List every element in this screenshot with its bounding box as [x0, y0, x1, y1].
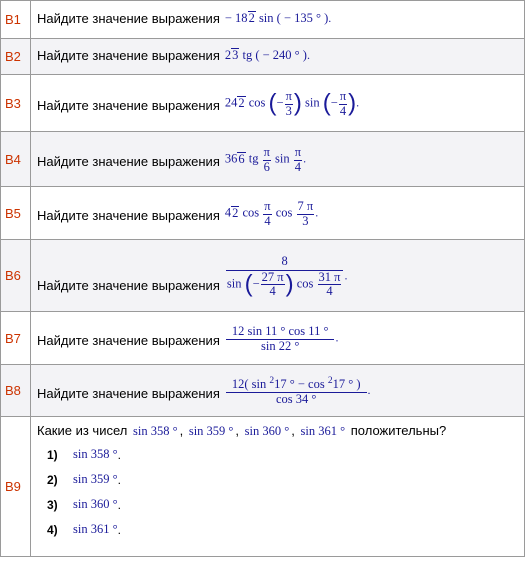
- sqrt: 6: [238, 151, 245, 166]
- problem-code: B8: [1, 365, 31, 417]
- prompt-text: Найдите значение выражения: [37, 153, 220, 169]
- expression: 8 sin (− $\frac{27 \pi}{4}$ ) cos $\frac{31 \pi}{4}$ .: [226, 253, 348, 299]
- prompt-text: Найдите значение выражения: [37, 385, 220, 401]
- problem-code: B1: [1, 1, 31, 39]
- prompt-text: Найдите значение выражения: [37, 10, 220, 26]
- prompt-text: Найдите значение выражения: [37, 278, 220, 294]
- problem-row: [1, 365, 525, 417]
- problem-code: B4: [1, 132, 31, 187]
- expression: $\frac{12 \sin 11 ^\circ \cos 11 ^\circ}{\sin 22 ^\circ}$ .: [225, 325, 339, 352]
- expression: 366 tg $\frac{\pi}{6}$ sin $\frac{\pi}{4}$ .: [224, 145, 307, 174]
- fraction: $\frac{27 \pi}{4}$: [261, 269, 284, 299]
- problem-code: B2: [1, 39, 31, 75]
- expression: 242 cos (− $\frac{\pi}{3}$ ) sin (− $\frac{\pi}{4}$ ).: [224, 89, 360, 118]
- problem-code: B9: [1, 417, 31, 557]
- problem-code: B7: [1, 312, 31, 365]
- prompt-text: Найдите значение выражения: [37, 207, 220, 223]
- fraction: $\frac{12 \sin 11 ^\circ \cos 11 ^\circ}{\sin 22 ^\circ}$: [226, 325, 335, 352]
- fraction: $\frac{\pi}{4}$: [339, 89, 347, 118]
- sqrt: 2: [248, 10, 255, 25]
- sqrt: 2: [238, 95, 245, 110]
- answer-option-1[interactable]: 1) sin 358 ° .: [47, 447, 121, 462]
- answer-option-2[interactable]: 2) sin 359 ° .: [47, 472, 121, 487]
- problem-code: B6: [1, 240, 31, 312]
- fraction: $\frac{\pi}{6}$: [263, 145, 270, 174]
- problem-row: [1, 75, 525, 132]
- prompt-text: Найдите значение выражения: [37, 332, 220, 348]
- answer-option-3[interactable]: 3) sin 360 ° .: [47, 497, 121, 512]
- problem-row: [1, 39, 525, 75]
- sqrt: 2: [232, 205, 239, 220]
- prompt-text: Найдите значение выражения: [37, 97, 220, 113]
- problem-code: B3: [1, 75, 31, 132]
- expression: 42 cos $\frac{\pi}{4}$ cos $\frac{7 \pi}{3}$ .: [224, 199, 319, 228]
- fraction: $\frac{7 \pi}{3}$: [297, 199, 314, 228]
- problem-row: [1, 187, 525, 240]
- fraction: $\frac{\pi}{4}$: [264, 199, 271, 228]
- fraction: 8 sin (− $\frac{27 \pi}{4}$ ) cos $\frac{31 \pi}{4}$: [226, 255, 344, 298]
- fraction: $\frac{31 \pi}{4}$: [318, 269, 341, 299]
- problem-code: B5: [1, 187, 31, 240]
- problem-row: [1, 1, 525, 39]
- answer-options: [47, 447, 524, 537]
- expression: $\frac{12( \sin ^217 ^\circ - \cos ^217 ^\circ )}{\cos 34 ^\circ}$ .: [225, 377, 371, 405]
- fraction: $\frac{12( \sin ^217 ^\circ - \cos ^217 ^\circ )}{\cos 34 ^\circ}$: [226, 377, 367, 405]
- answer-option-4[interactable]: 4) sin 361 ° .: [47, 522, 121, 537]
- question-text: Какие из чисел sin 358 ° , sin 359 ° , sin 360 ° , sin 361 ° положительны?: [37, 423, 447, 438]
- prompt-text: Найдите значение выражения: [37, 47, 220, 63]
- problem-row: [1, 417, 525, 557]
- problem-row: [1, 240, 525, 312]
- problem-row: [1, 312, 525, 365]
- expression: − 182 sin ( − 135 ° ).: [224, 10, 332, 25]
- fraction: $\frac{\pi}{4}$: [294, 145, 302, 174]
- sqrt: 3: [232, 47, 239, 62]
- expression: 23 tg ( − 240 ° ).: [224, 47, 310, 62]
- fraction: $\frac{\pi}{3}$: [285, 89, 292, 118]
- problem-row: [1, 132, 525, 187]
